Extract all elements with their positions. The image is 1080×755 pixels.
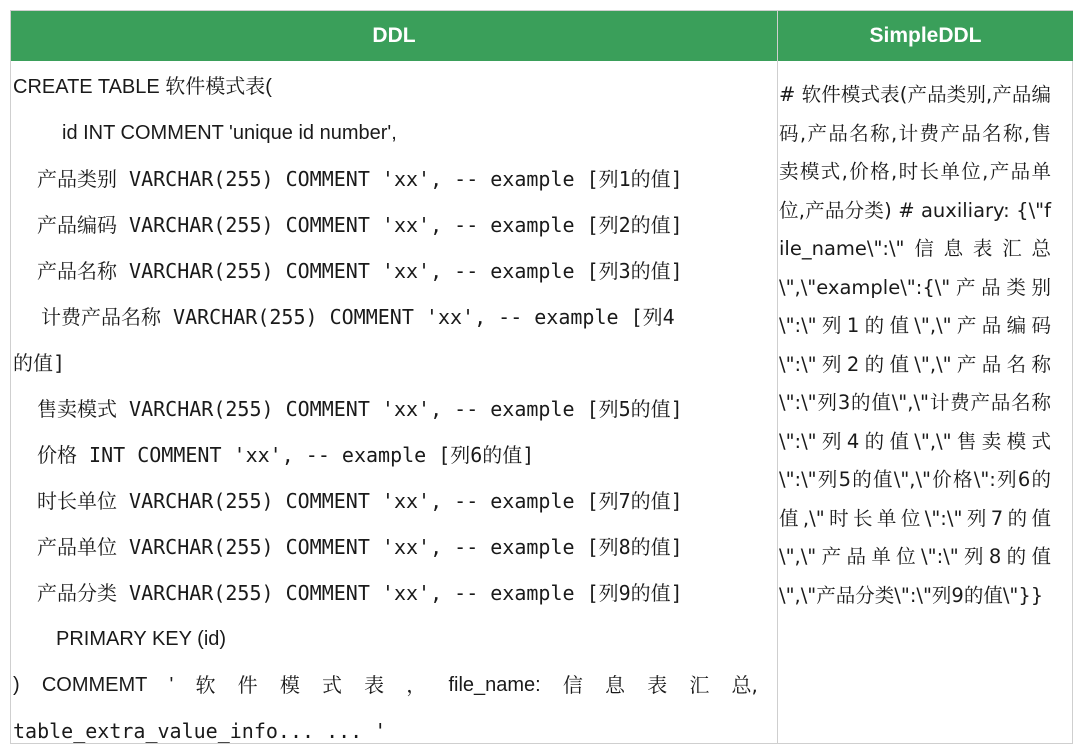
ddl-line: 价格 INT COMMENT 'xx', -- example [列6的值] (37, 443, 535, 467)
file-name-key: file_name: (448, 674, 541, 696)
ddl-line: id INT COMMENT 'unique id number', (62, 122, 397, 144)
comment-char: 汇 (689, 673, 710, 697)
ddl-last-line: table_extra_value_info... ... ' (13, 719, 387, 743)
ddl-line: 产品类别 VARCHAR(255) COMMENT 'xx', -- example [列1的值] (37, 167, 683, 191)
ddl-line: PRIMARY KEY (id) (56, 628, 227, 650)
ddl-line: 产品名称 VARCHAR(255) COMMENT 'xx', -- example [列3的值] (37, 259, 683, 283)
ddl-line: 售卖模式 VARCHAR(255) COMMENT 'xx', -- example [列5的值] (37, 397, 683, 421)
ddl-line: 计费产品名称 VARCHAR(255) COMMENT 'xx', -- example [列4 (41, 305, 675, 329)
ddl-line: 时长单位 VARCHAR(255) COMMENT 'xx', -- example [列7的值] (37, 489, 683, 513)
comment-char: 件 (237, 673, 258, 697)
comment-char: 息 (605, 673, 626, 697)
comment-char: 式 (321, 673, 342, 697)
simpleddl-column-header: SimpleDDL (778, 11, 1073, 61)
comment-char: 模 (279, 673, 300, 697)
ddl-column-header: DDL (11, 11, 777, 61)
ddl-line: 产品分类 VARCHAR(255) COMMENT 'xx', -- example [列9的值] (37, 581, 683, 605)
comment-char: 信 (562, 673, 583, 697)
comment-char: 软 (195, 673, 216, 697)
comment-char: 表 (364, 673, 385, 697)
quote-open: ' (169, 674, 174, 696)
column-divider (777, 11, 778, 743)
ddl-cell (13, 64, 758, 754)
ddl-line: CREATE TABLE 软件模式表( (13, 76, 272, 98)
ddl-line: 产品单位 VARCHAR(255) COMMENT 'xx', -- example [列8的值] (37, 535, 683, 559)
comment-comma: ， (406, 673, 427, 697)
ddl-line: 产品编码 VARCHAR(255) COMMENT 'xx', -- example [列2的值] (37, 213, 683, 237)
ddl-line: 的值] (13, 351, 66, 375)
closing-paren: ) (13, 674, 20, 696)
simpleddl-cell: # 软件模式表(产品类别,产品编码,产品名称,计费产品名称,售卖模式,价格,时长单位,产品单位,产品分类) # auxiliary: {\"file_name\":\"信息表汇总\",\"example\":{\"产品类别\":\"列1的值\",\"产品编码\":\"列2的值\",\"产品名称\":\"列3的值\",\"计费产品名称\":\"列4的值\",\"售卖模式\":\"列5的值\",\"价格\":列6的值,\"时长单位\":\"列7的值\",\"产品单位\":\"列8的值\",\"产品分类\":\"列9的值\"}} (779, 83, 1051, 607)
ddl-closing-line (13, 662, 758, 708)
comment-char: 表 (647, 673, 668, 697)
comment-char: 总, (731, 673, 758, 697)
commemt-keyword: COMMEMT (41, 674, 148, 696)
